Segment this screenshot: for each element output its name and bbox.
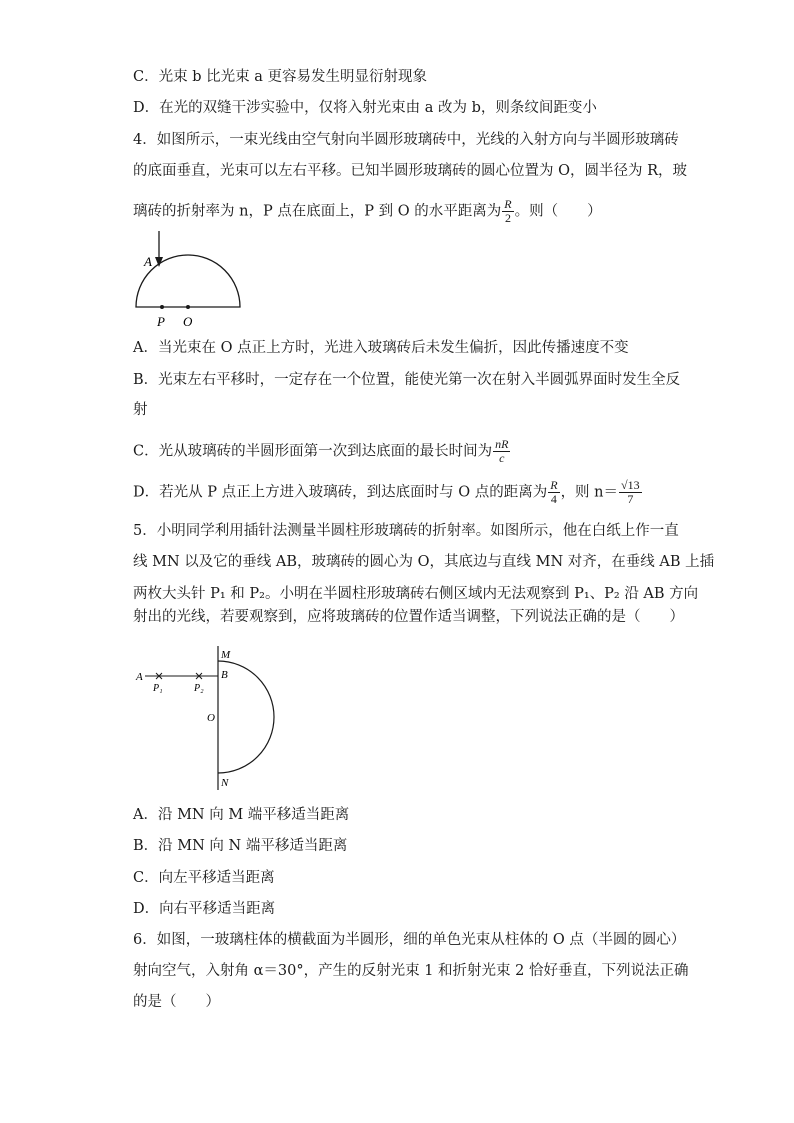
question-4-line-1: 4．如图所示，一束光线由空气射向半圆形玻璃砖中，光线的入射方向与半圆形玻璃砖	[133, 132, 679, 148]
question-4-line-2: 的底面垂直，光束可以左右平移。已知半圆形玻璃砖的圆心位置为 O，圆半径为 R，玻	[133, 163, 688, 179]
label-a: A	[144, 254, 152, 269]
option-d-q4: D．若光从 P 点正上方进入玻璃砖，到达底面时与 O 点的距离为 $\frac{R}{4}$ ，则 n＝ $\frac{√13}{7}$	[133, 478, 640, 506]
label-a: A	[136, 671, 143, 683]
question-5-line-2: 线 MN 以及它的垂线 AB，玻璃砖的圆心为 O，其底边与直线 MN 对齐，在垂线 AB 上插	[133, 554, 715, 570]
question-6-line-2: 射向空气，入射角 α＝30°，产生的反射光束 1 和折射光束 2 恰好垂直，下列说法正确	[133, 963, 689, 979]
option-b-q5: B．沿 MN 向 N 端平移适当距离	[133, 838, 348, 854]
question-5-line-3: 两枚大头针 P₁ 和 P₂。小明在半圆柱形玻璃砖右侧区域内无法观察到 P₁、P₂ 沿 AB 方向	[133, 586, 699, 602]
option-c-q3: C．光束 b 比光束 a 更容易发生明显衍射现象	[133, 69, 427, 85]
option-a-q4: A．当光束在 O 点正上方时，光进入玻璃砖后未发生偏折，因此传播速度不变	[133, 340, 629, 356]
figure-q4-semicircle	[133, 225, 253, 335]
fraction-r-over-4: $\frac{R}{4}$	[550, 478, 558, 506]
label-o: O	[207, 712, 215, 724]
label-p: P	[157, 314, 165, 329]
label-n: N	[221, 777, 229, 789]
point-p	[160, 305, 164, 309]
question-6-line-1: 6．如图，一玻璃柱体的横截面为半圆形，细的单色光束从柱体的 O 点（半圆的圆心）	[133, 932, 686, 948]
label-o: O	[183, 314, 193, 329]
label-m: M	[221, 649, 231, 661]
fraction-r-over-2: $\frac{R}{2}$	[504, 197, 512, 225]
question-5-line-4: 射出的光线，若要观察到，应将玻璃砖的位置作适当调整，下列说法正确的是（ ）	[133, 609, 684, 625]
figure-q5-pin-method	[133, 640, 293, 795]
question-4-line-3: 璃砖的折射率为 n，P 点在底面上，P 到 O 的水平距离为 $\frac{R}{2}$ 。则（ ）	[133, 197, 602, 225]
option-b-q4-line-2: 射	[133, 402, 148, 418]
label-p1: P₁	[153, 683, 163, 694]
option-c-q4: C．光从玻璃砖的半圆形面第一次到达底面的最长时间为 $\frac{nR}{c}$	[133, 437, 509, 465]
question-6-line-3: 的是（ ）	[133, 994, 220, 1010]
option-a-q5: A．沿 MN 向 M 端平移适当距离	[133, 807, 350, 823]
option-d-q5: D．向右平移适当距离	[133, 901, 276, 917]
fraction-sqrt13-over-7: $\frac{√13}{7}$	[621, 478, 640, 506]
option-d-q3: D．在光的双缝干涉实验中，仅将入射光束由 a 改为 b，则条纹间距变小	[133, 100, 597, 116]
option-c-q5: C．向左平移适当距离	[133, 870, 275, 886]
question-5-line-1: 5．小明同学利用插针法测量半圆柱形玻璃砖的折射率。如图所示，他在白纸上作一直	[133, 523, 679, 539]
label-p2: P₂	[194, 683, 204, 694]
fraction-nr-over-c: $\frac{nR}{c}$	[495, 437, 509, 465]
option-b-q4-line-1: B．光束左右平移时，一定存在一个位置，能使光第一次在射入半圆弧界面时发生全反	[133, 372, 681, 388]
label-b: B	[221, 669, 228, 681]
point-o	[186, 305, 190, 309]
